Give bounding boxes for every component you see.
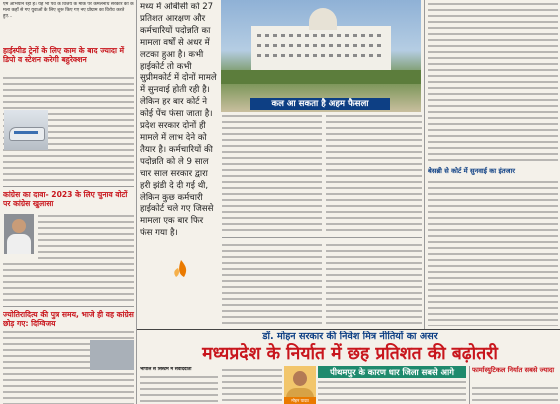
col1-leader-photo — [4, 214, 34, 254]
mid-text-col-a — [222, 114, 322, 234]
main-body-col-1 — [140, 375, 218, 404]
col1-story2-body — [38, 214, 134, 266]
col1-story2-headline: कांग्रेस का दावा- 2023 के लिए चुनाव वोटों पर कांग्रेस खुलासा — [3, 190, 128, 208]
photo-banner: कल आ सकता है अहम फैसला — [250, 98, 390, 110]
chief-minister-photo — [284, 366, 316, 404]
col2-body: मध्य में ओबीसी को 27 प्रतिशत आरक्षण और कर्मचारियों पदोन्नति का मामला वर्षों से अधर में लटका हुआ है। कभी हाईकोर्ट तो कभी सुप्रीमकोर्ट में दोनों मामले में सुनवाई होती रही है। लेकिन हर बार कोर्ट ने कोई पेंच फंसा जाता है। प्रदेश सरकार दोनों ही मामले में लाभ देने को तैयार है। कर्मचारियों की पदोन्नति को ले 9 साल चार साल सरकार द्वारा हरी झंडी दे दी गई थी, लेकिन कुछ कर्मचारी हाईकोर्ट चले गए जिससे मामला एक बार फिर फंस गया है। — [140, 2, 217, 239]
col1-train-photo — [4, 110, 48, 150]
col1-story3-headline: ज्योतिरादित्य की पुत्र समय, भाजे ही वह कांग्रेस छोड़ गए: दिग्विजय — [3, 310, 134, 328]
col-divider-2 — [424, 0, 425, 330]
col1-story2-body-2 — [3, 262, 134, 304]
photo-caption: मोहन यादव — [284, 397, 316, 404]
main-top-rule — [137, 329, 560, 330]
col1-story3-photo — [90, 340, 134, 370]
main-headline: मध्यप्रदेश के निर्यात में छह प्रतिशत की बढ़ोतरी — [202, 344, 498, 364]
flame-logo-icon — [170, 258, 192, 280]
right-col-body-1 — [428, 2, 558, 164]
right-col-headline: बेसब्री से कोर्ट में सुनवाई का इंतजार — [428, 167, 515, 175]
mid-text-col-c — [222, 243, 322, 327]
col-divider-1 — [136, 0, 137, 404]
side-box-title: फार्मास्युटिकल निर्यात सबसे ज्यादा — [472, 366, 555, 374]
main-body-col-2 — [222, 368, 282, 404]
col1-story1-headline: हाईस्पीड ट्रेनों के लिए काम के बाद ज्यादा में डिपो व स्टेशन करेगी बहुरेक्शन — [3, 46, 125, 64]
main-subhead-banner: पीथमपुर के कारण धार जिला सबसे आगे — [318, 366, 466, 378]
main-kicker: डॉ. मोहन सरकार की निवेश मित्र नीतियों का असर — [262, 331, 438, 342]
main-byline: भोपाल से सिस्टम में संवाददाता — [140, 367, 192, 372]
main-body-col-3 — [318, 380, 466, 404]
mid-text-col-b — [326, 114, 422, 234]
col1-divider-2 — [3, 306, 134, 307]
side-box-body — [472, 386, 558, 404]
mid-text-col-d — [326, 243, 422, 327]
col1-lead-text: एम अभियान रही है। यह भी पर्व के विजय के मौके पर कमलनाथ सरकार की कमला कहाँ से गए युवाओं के लिए शुरू किए गए नए प्रोग्राम का विरोध करते हुए... — [3, 2, 134, 20]
building-photo — [221, 0, 421, 112]
side-box-divider — [469, 366, 470, 404]
right-col-body-2 — [428, 180, 558, 326]
mid-divider — [222, 237, 422, 238]
col1-divider-1 — [3, 186, 134, 187]
